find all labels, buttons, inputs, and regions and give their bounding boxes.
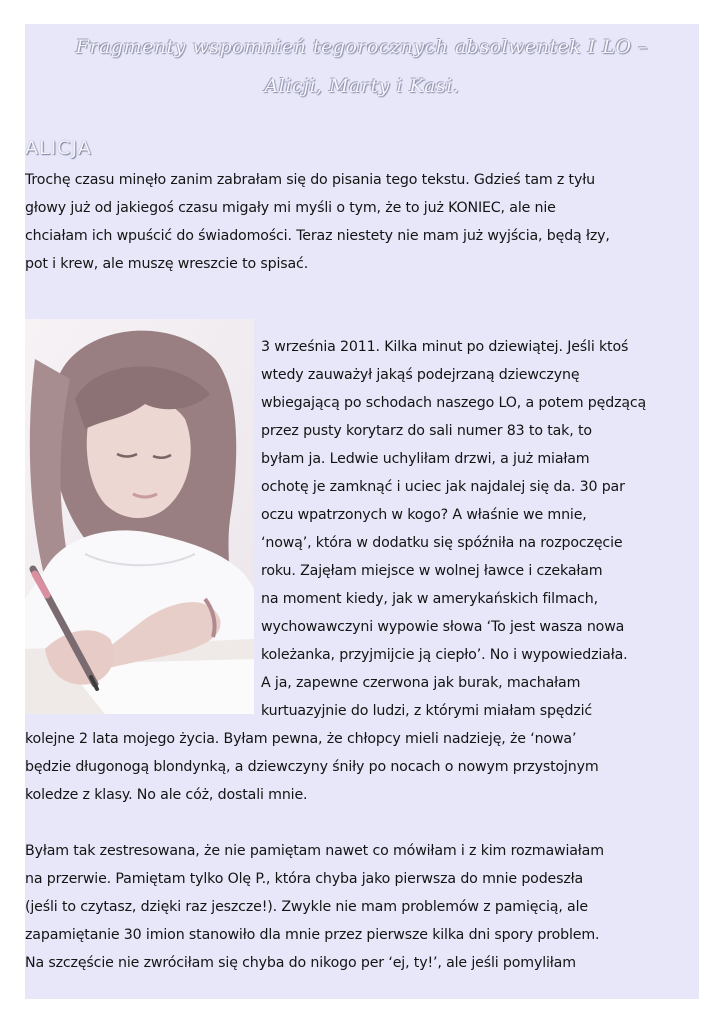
paragraph2-line: A ja, zapewne czerwona jak burak, machałam <box>261 675 581 691</box>
paragraph2-line: kurtuazyjnie do ludzi, z którymi miałam spędzić <box>261 703 593 719</box>
article-title-line-1: Fragmenty wspomnień tegorocznych absolwentek I LO – <box>75 36 649 58</box>
paragraph2-line: przez pusty korytarz do sali numer 83 to tak, to <box>261 423 592 439</box>
paragraph2-line: ochotę je zamknąć i uciec jak najdalej się da. 30 par <box>261 479 625 495</box>
paragraph3-line: Na szczęście nie zwróciłam się chyba do nikogo per ‘ej, ty!’, ale jeśli pomyliłam <box>25 955 576 971</box>
paragraph1-line: Trochę czasu minęło zanim zabrałam się do pisania tego tekstu. Gdzieś tam z tyłu <box>25 172 595 188</box>
paragraph2-line: koleżanka, przyjmijcie ją ciepło’. No i wypowiedziała. <box>261 647 628 663</box>
paragraph2-line: byłam ja. Ledwie uchyliłam drzwi, a już miałam <box>261 451 590 467</box>
article-title-line-2: Alicji, Marty i Kasi. <box>264 75 460 97</box>
paragraph2-line: 3 września 2011. Kilka minut po dziewiątej. Jeśli ktoś <box>261 339 629 355</box>
paragraph2-line: oczu wpatrzonych w kogo? A właśnie we mnie, <box>261 507 587 523</box>
paragraph2-line: kolejne 2 lata mojego życia. Byłam pewna, że chłopcy mieli nadzieję, że ‘nowa’ <box>25 731 577 747</box>
paragraph2-line: wtedy zauważył jakąś podejrzaną dziewczynę <box>261 367 580 383</box>
paragraph2-line: roku. Zajęłam miejsce w wolnej ławce i czekałam <box>261 563 603 579</box>
paragraph2-line: na moment kiedy, jak w amerykańskich filmach, <box>261 591 599 607</box>
paragraph3-line: Byłam tak zestresowana, że nie pamiętam nawet co mówiłam i z kim rozmawiałam <box>25 843 604 859</box>
paragraph1-line: chciałam ich wpuścić do świadomości. Teraz niestety nie mam już wyjścia, będą łzy, <box>25 228 610 244</box>
paragraph2-line: będzie długonogą blondynką, a dziewczyny śniły po nocach o nowym przystojnym <box>25 759 599 775</box>
paragraph3-line: zapamiętanie 30 imion stanowiło dla mnie przez pierwsze kilka dni spory problem. <box>25 927 600 943</box>
student-writing-photo <box>25 319 254 714</box>
paragraph2-line: ‘nową’, która w dodatku się spóźniła na rozpoczęcie <box>261 535 623 551</box>
photo-illustration <box>25 319 254 714</box>
paragraph2-line: wbiegającą po schodach naszego LO, a potem pędzącą <box>261 395 647 411</box>
paragraph2-line: koledze z klasy. No ale cóż, dostali mnie. <box>25 787 308 803</box>
paragraph1-line: głowy już od jakiegoś czasu migały mi myśli o tym, że to już KONIEC, ale nie <box>25 200 556 216</box>
paragraph3-line: (jeśli to czytasz, dzięki raz jeszcze!). Zwykle nie mam problemów z pamięcią, ale <box>25 899 588 915</box>
paragraph3-line: na przerwie. Pamiętam tylko Olę P., która chyba jako pierwsza do mnie podeszła <box>25 871 584 887</box>
paragraph2-line: wychowawczyni wypowie słowa ‘To jest wasza nowa <box>261 619 625 635</box>
paragraph1-line: pot i krew, ale muszę wreszcie to spisać. <box>25 256 309 272</box>
section-heading-alicja: ALICJA <box>25 137 92 159</box>
